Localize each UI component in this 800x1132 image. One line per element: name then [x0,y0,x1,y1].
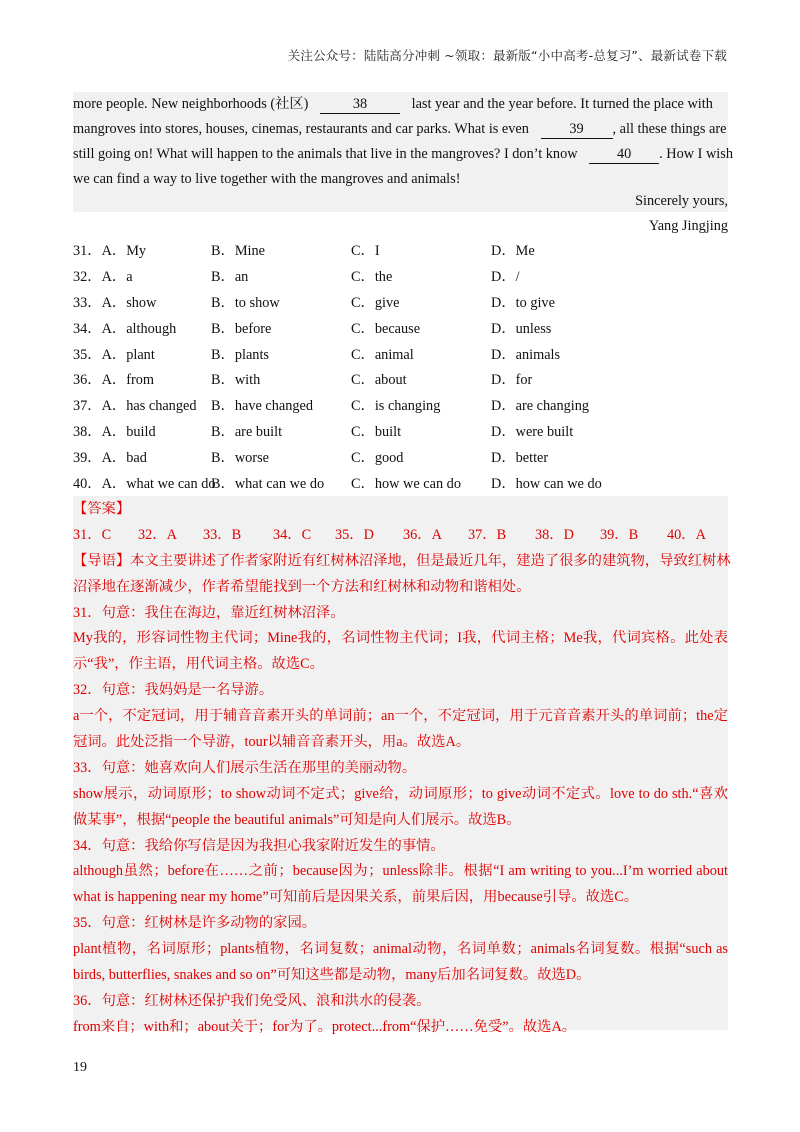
explanation-line: show展示，动词原形；to show动词不定式；give给，动词原形；to give动词不定式。love to do sth.“喜欢 [73,785,728,802]
closing: Sincerely yours, [635,193,728,209]
answer-key: 34．C [273,526,312,543]
explanation-line: 36．句意：红树林还保护我们免受风、浪和洪水的侵袭。 [73,992,431,1009]
passage [73,92,733,192]
answer-section [73,497,731,1041]
option-row-36: 36．A．from B．with C．about D．for [73,372,533,389]
option-row-40: 40．A．what we can do B．what can we do C．how we can do D．how can we do [73,476,602,493]
explanation-line: 31．句意：我住在海边，靠近红树林沼泽。 [73,604,345,621]
passage-line-4: we can find a way to live together with the mangroves and animals! [73,171,461,187]
answer-key: 33．B [203,526,242,543]
explanation-line: 做某事”，根据“people the beautiful animals”可知是向人们展示。故选B。 [73,811,521,828]
answer-key: 32．A [138,526,177,543]
option-row-39: 39．A．bad B．worse C．good D．better [73,450,549,467]
answer-label: 【答案】 [73,501,131,517]
answer-key: 35．D [335,526,374,543]
answer-key: 38．D [535,526,574,543]
explanation-line: although虽然；before在……之前；because因为；unless除非。根据“I am writing to you...I’m worried about [73,863,728,880]
option-row-38: 38．A．build B．are built C．built D．were built [73,424,574,441]
page-number: 19 [73,1060,87,1075]
explanation-line: 冠词。此处泛指一个导游，tour以辅音音素开头，用a。故选A。 [73,734,471,751]
answer-keys [73,523,728,549]
page-header: 关注公众号：陆陆高分冲刺 ~领取：最新版“小中高考-总复习”、最新试卷下载 [287,48,727,63]
explanation-line: My我的，形容词性物主代词；Mine我的，名词性物主代词；I我，代词主格；Me我，代词宾格。此处表 [73,630,728,647]
explanation-line: 35．句意：红树林是许多动物的家园。 [73,915,317,932]
explanation-line: 33．句意：她喜欢向人们展示生活在那里的美丽动物。 [73,759,417,776]
explanation-line: from来自；with和；about关于；for为了。protect...from“保护……免受”。故选A。 [73,1018,577,1035]
answer-key: 37．B [468,526,507,543]
passage-line-1: more people. New neighborhoods (社区) 38 last year and the year before. It turned the place with [73,96,713,112]
options-list [73,239,728,498]
explanation-line: 32．句意：我妈妈是一名导游。 [73,682,274,699]
passage-line-2: mangroves into stores, houses, cinemas, restaurants and car parks. What is even 39 , all these things are [73,121,727,137]
option-row-35: 35．A．plant B．plants C．animal D．animals [73,346,561,363]
option-row-32: 32．A．a B．an C．the D．/ [73,268,520,285]
option-row-31: 31．A．My B．Mine C．I D．Me [73,243,535,259]
answer-key: 40．A [667,526,706,543]
explanation-line: 沼泽地在逐渐减少，作者希望能找到一个方法和红树林和动物和谐相处。 [73,578,531,595]
option-row-34: 34．A．although B．before C．because D．unless [73,320,552,337]
option-row-33: 33．A．show B．to show C．give D．to give [73,294,555,311]
explanation-line: 【导语】本文主要讲述了作者家附近有红树林沼泽地，但是最近几年，建造了很多的建筑物，导致红树林 [73,552,731,569]
blank-39: 39 [541,120,613,139]
explanation-line: plant植物，名词原形；plants植物，名词复数；animal动物，名词单数；animals名词复数。根据“such as [73,941,728,958]
explanation-line: 34．句意：我给你写信是因为我担心我家附近发生的事情。 [73,837,445,854]
signature: Yang Jingjing [648,218,728,234]
explanation-line: a一个，不定冠词，用于辅音音素开头的单词前；an一个，不定冠词，用于元音音素开头的单词前；the定 [73,708,728,725]
passage-line-3: still going on! What will happen to the animals that live in the mangroves? I don’t know 40 . How I wish [73,146,733,162]
blank-38: 38 [320,95,400,114]
answer-explanation [73,549,731,1041]
explanation-line: 示“我”，作主语，用代词主格。故选C。 [73,656,324,673]
explanation-line: birds, butterflies, snakes and so on”可知这些都是动物，many后加名词复数。故选D。 [73,967,591,984]
explanation-line: what is happening near my home”可知前后是因果关系，前果后因，用because引导。故选C。 [73,889,639,906]
answer-key: 39．B [600,526,639,543]
option-row-37: 37．A．has changed B．have changed C．is changing D．are changing [73,398,590,415]
answer-key: 36．A [403,526,442,543]
blank-40: 40 [589,145,659,164]
answer-key: 31．C [73,526,112,543]
